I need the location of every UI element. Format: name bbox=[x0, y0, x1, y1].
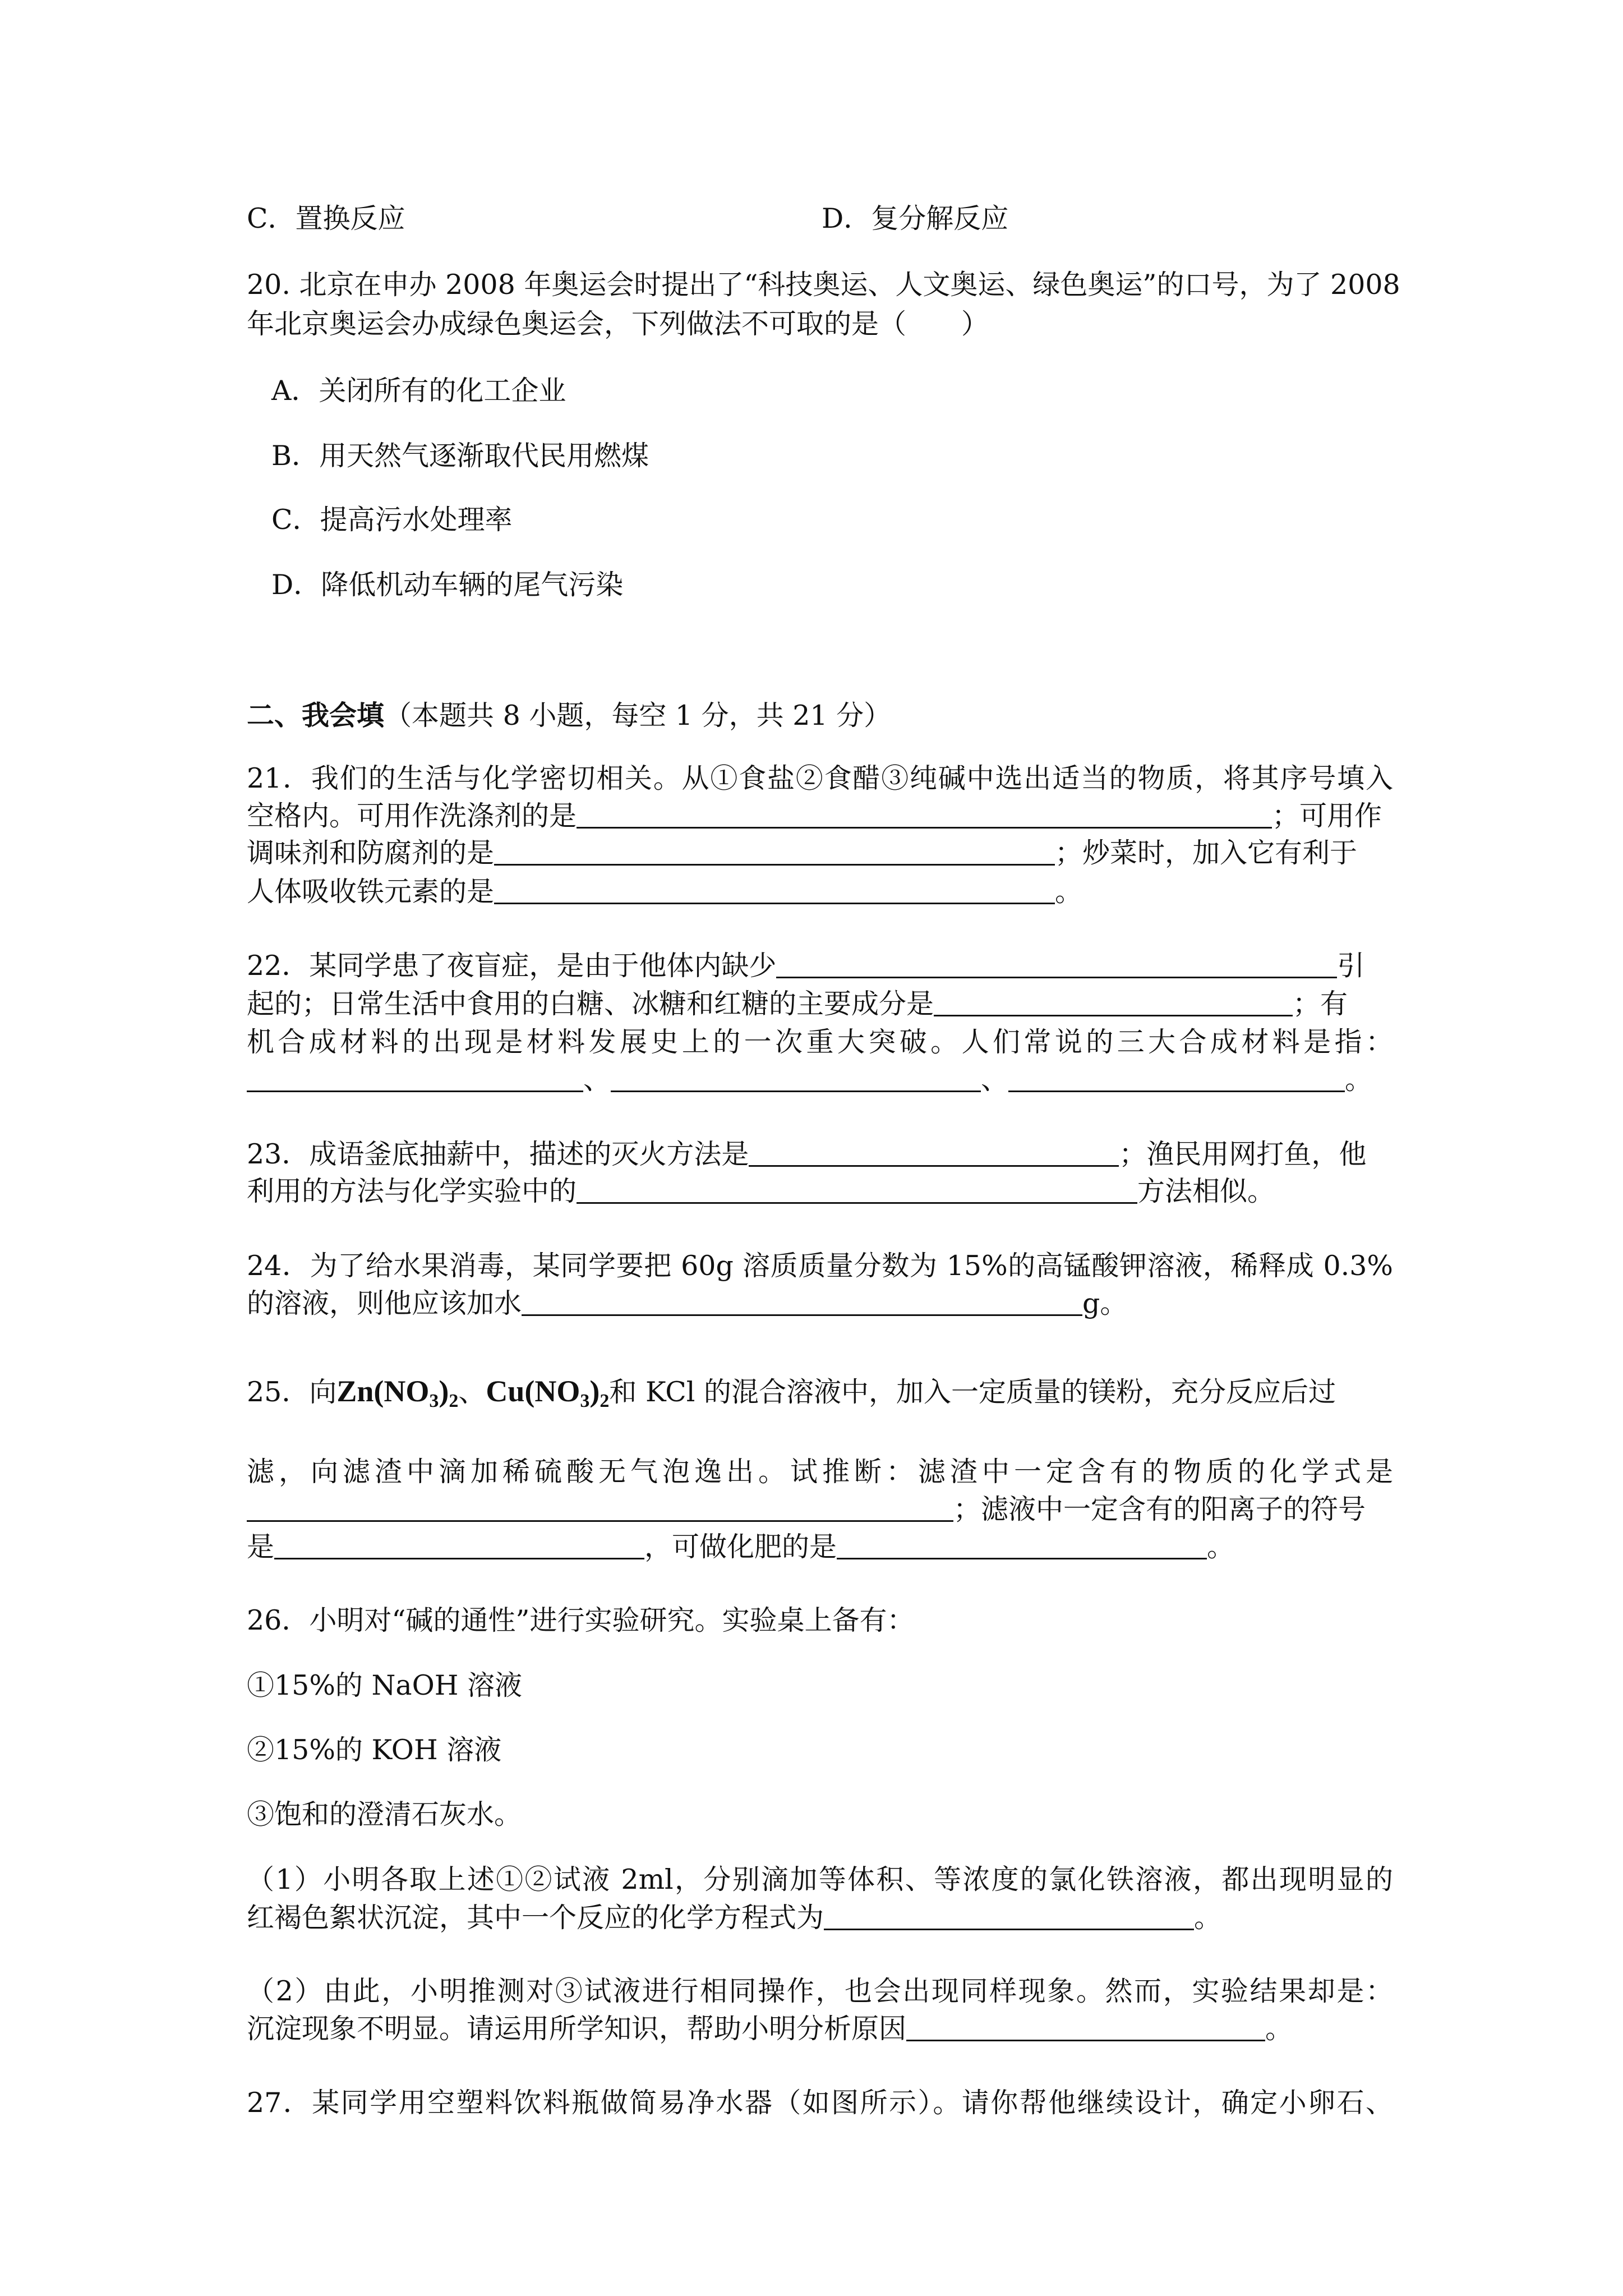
q26-text: 红褐色絮状沉淀，其中一个反应的化学方程式为 bbox=[247, 1902, 824, 1934]
q24-text: 的溶液，则他应该加水 bbox=[247, 1287, 522, 1319]
q23-text: 方法相似。 bbox=[1137, 1175, 1275, 1207]
q21-text: ；可用作 bbox=[1272, 800, 1382, 832]
q22-sep: 、 bbox=[583, 1064, 611, 1096]
q22-sep: 、 bbox=[981, 1064, 1009, 1096]
q21-text: 空格内。可用作洗涤剂的是 bbox=[247, 800, 577, 832]
q26-text: 沉淀现象不明显。请运用所学知识，帮助小明分析原因 bbox=[247, 2013, 907, 2045]
q20-option-a: A．关闭所有的化工企业 bbox=[271, 375, 566, 407]
section-2-title: 二、我会填 bbox=[247, 699, 385, 731]
q25-blank-1[interactable] bbox=[247, 1494, 953, 1522]
q19-option-c: C．置换反应 bbox=[247, 203, 405, 234]
q25-sep: 、 bbox=[458, 1376, 486, 1408]
q22-blank-1[interactable] bbox=[776, 951, 1337, 978]
q26-item2: ②15%的 KOH 溶液 bbox=[247, 1734, 502, 1766]
q20-option-d: D．降低机动车辆的尾气污染 bbox=[271, 569, 624, 601]
q22-text: 引 bbox=[1337, 950, 1365, 982]
q22-text: 起的；日常生活中食用的白糖、冰糖和红糖的主要成分是 bbox=[247, 988, 934, 1020]
q21-blank-1[interactable] bbox=[577, 801, 1272, 829]
q23-line1 bbox=[247, 1138, 1366, 1171]
q27-line1: 27．某同学用空塑料饮料瓶做简易净水器（如图所示）。请你帮他继续设计，确定小卵石、 bbox=[247, 2087, 1393, 2119]
q21-line3 bbox=[247, 836, 1357, 870]
q22-text: ；有 bbox=[1293, 988, 1348, 1020]
q25-line4 bbox=[247, 1530, 1234, 1564]
q22-line3: 机合成材料的出现是材料发展史上的一次重大突破。人们常说的三大合成材料是指： bbox=[247, 1026, 1393, 1058]
section-2-heading bbox=[247, 698, 891, 733]
q22-text: 22．某同学患了夜盲症，是由于他体内缺少 bbox=[247, 950, 777, 982]
q26-part1-line1: （1）小明各取上述①②试液 2ml，分别滴加等体积、等浓度的氯化铁溶液，都出现明显的 bbox=[247, 1864, 1393, 1895]
q22-end: 。 bbox=[1345, 1064, 1373, 1096]
q20-option-b: B．用天然气逐渐取代民用燃煤 bbox=[271, 440, 649, 472]
q25-text: ，可做化肥的是 bbox=[644, 1531, 837, 1563]
q26-part1-line2 bbox=[247, 1901, 1221, 1935]
q26-line1: 26．小明对“碱的通性”进行实验研究。实验桌上备有： bbox=[247, 1604, 915, 1636]
q25-blank-3[interactable] bbox=[837, 1532, 1207, 1559]
q23-text: 利用的方法与化学实验中的 bbox=[247, 1175, 577, 1207]
q23-blank-1[interactable] bbox=[749, 1139, 1119, 1167]
q23-text: 23．成语釜底抽薪中，描述的灭火方法是 bbox=[247, 1138, 749, 1170]
q24-unit: g。 bbox=[1082, 1287, 1128, 1319]
q25-text: ；滤液中一定含有的阳离子的符号 bbox=[953, 1493, 1366, 1525]
section-2-note: （本题共 8 小题，每空 1 分，共 21 分） bbox=[384, 700, 892, 731]
q25-text: 25．向 bbox=[247, 1376, 337, 1408]
q26-item1: ①15%的 NaOH 溶液 bbox=[247, 1669, 523, 1701]
q26-part2-line1: （2）由此，小明推测对③试液进行相同操作，也会出现同样现象。然而，实验结果却是： bbox=[247, 1975, 1393, 2007]
q25-line3 bbox=[247, 1493, 1366, 1526]
q22-line2 bbox=[247, 987, 1348, 1021]
q25-text: 。 bbox=[1207, 1531, 1235, 1563]
q24-blank-1[interactable] bbox=[522, 1289, 1082, 1316]
q21-line2 bbox=[247, 799, 1382, 833]
q25-line2: 滤，向滤渣中滴加稀硫酸无气泡逸出。试推断：滤渣中一定含有的物质的化学式是 bbox=[247, 1456, 1393, 1488]
q21-line1: 21．我们的生活与化学密切相关。从①食盐②食醋③纯碱中选出适当的物质，将其序号填入 bbox=[247, 762, 1393, 794]
q20-stem-line1: 20. 北京在申办 2008 年奥运会时提出了“科技奥运、人文奥运、绿色奥运”的口号，为了 2008 bbox=[247, 269, 1400, 301]
q25-formula-cu: $Cu(NO_3)_2$ bbox=[486, 1374, 610, 1411]
q25-text: 是 bbox=[247, 1531, 275, 1563]
q21-blank-2[interactable] bbox=[494, 838, 1055, 866]
q26-blank-1[interactable] bbox=[824, 1903, 1194, 1930]
q26-text: 。 bbox=[1194, 1902, 1222, 1934]
q22-line4 bbox=[247, 1063, 1372, 1097]
q26-part2-line2 bbox=[247, 2012, 1293, 2046]
q26-blank-2[interactable] bbox=[906, 2014, 1265, 2041]
q20-stem-line2: 年北京奥运会办成绿色奥运会，下列做法不可取的是（ ） bbox=[247, 308, 989, 340]
q23-blank-2[interactable] bbox=[577, 1176, 1137, 1204]
q21-line4 bbox=[247, 875, 1082, 909]
q22-blank-4[interactable] bbox=[611, 1065, 981, 1092]
q23-text: ；渔民用网打鱼，他 bbox=[1119, 1138, 1367, 1170]
q22-blank-3[interactable] bbox=[247, 1065, 583, 1092]
q22-blank-2[interactable] bbox=[934, 989, 1293, 1016]
q19-option-d: D．复分解反应 bbox=[822, 203, 1009, 234]
q21-blank-3[interactable] bbox=[494, 877, 1055, 904]
q22-line1 bbox=[247, 949, 1364, 983]
q21-text: 人体吸收铁元素的是 bbox=[247, 876, 495, 908]
q24-line2 bbox=[247, 1287, 1127, 1320]
q20-option-c: C．提高污水处理率 bbox=[271, 504, 513, 536]
q25-formula-zn: $Zn(NO_3)_2$ bbox=[336, 1374, 459, 1411]
q25-text: 和 KCl 的混合溶液中，加入一定质量的镁粉，充分反应后过 bbox=[609, 1376, 1336, 1408]
q26-text: 。 bbox=[1265, 2013, 1293, 2045]
q21-text: ；炒菜时，加入它有利于 bbox=[1055, 837, 1358, 869]
q22-blank-5[interactable] bbox=[1008, 1065, 1345, 1092]
q25-line1 bbox=[247, 1374, 1336, 1418]
q24-line1: 24．为了给水果消毒，某同学要把 60g 溶质质量分数为 15%的高锰酸钾溶液，稀释成 0.3% bbox=[247, 1250, 1393, 1282]
q21-text: 调味剂和防腐剂的是 bbox=[247, 837, 495, 869]
q21-text: 。 bbox=[1055, 876, 1083, 908]
q23-line2 bbox=[247, 1175, 1275, 1208]
q25-blank-2[interactable] bbox=[274, 1532, 644, 1559]
q26-item3: ③饱和的澄清石灰水。 bbox=[247, 1798, 522, 1830]
